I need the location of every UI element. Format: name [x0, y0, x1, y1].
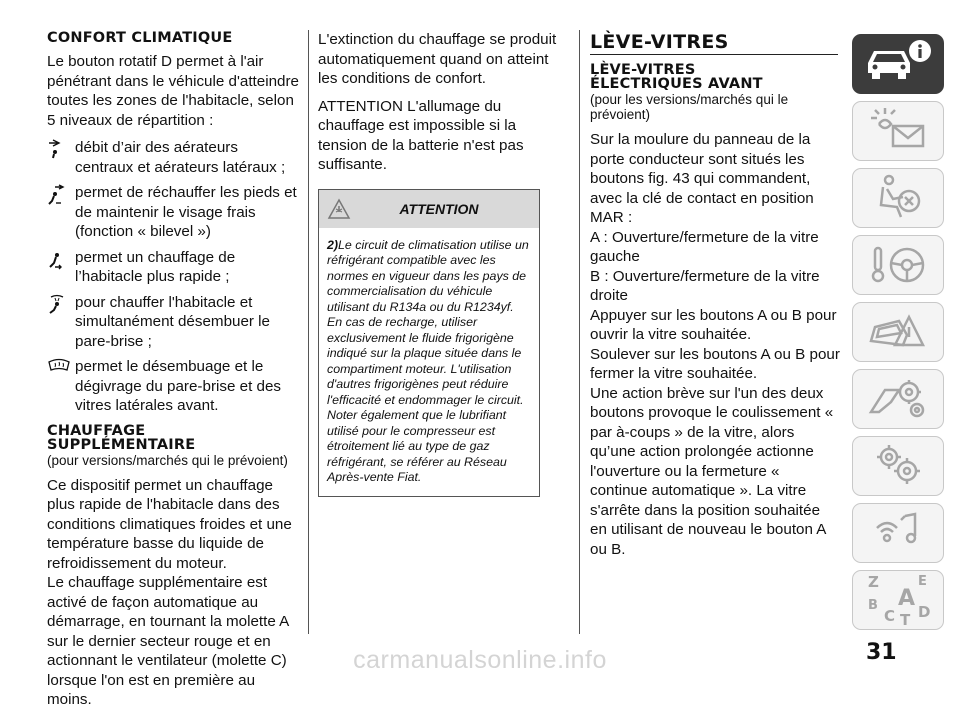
paragraph: Ce dispositif permet un chauffage plus rapide de l'habitacle dans des conditions climatiques froides et une température basse du liquide de refroidissement du moteur. — [47, 476, 292, 572]
section-heading-leve-vitres: LÈVE-VITRES — [590, 31, 729, 53]
tab-car-info[interactable] — [852, 34, 944, 94]
index-letter: D — [918, 602, 931, 621]
warning-box — [318, 189, 540, 497]
paragraph: Le chauffage supplémentaire est activé de façon automatique au démarrage, en tournant la molette A sur le dernier secteur rouge et en actionnant le ventilateur (molette C) lorsque l'on est en première au moins. — [47, 574, 289, 708]
availability-note: (pour les versions/marchés qui le prévoient) — [590, 92, 789, 122]
paragraph: Sur la moulure du panneau de la porte conducteur sont situés les boutons fig. 43 qui commandent, avec la clé de contact en position MAR : — [590, 131, 814, 226]
section-heading-chauffage: CHAUFFAGE SUPPLÉMENTAIRE — [47, 422, 196, 453]
list-item-text: permet de réchauffer les pieds et de maintenir le visage frais (fonction « bilevel ») — [75, 184, 297, 240]
index-letter: A — [898, 585, 916, 611]
column-divider — [579, 30, 580, 634]
maintenance-gears-icon — [863, 372, 933, 427]
tab-alphabetical-index[interactable] — [852, 570, 944, 630]
paragraph: Une action brève sur l'un des deux boutons provoque le coulissement « par à-coups » de la vitre, alors qu’une action prolongée actionne l'ouverture ou la fermeture « continue automatique ». La vitre s'arrête dans la position souhaitée en utilisant de nouveau le bouton A ou B. — [590, 384, 834, 558]
warning-header — [319, 190, 539, 228]
tab-accident[interactable] — [852, 302, 944, 362]
chapter-tabs — [852, 34, 944, 637]
list-item — [47, 293, 299, 352]
paragraph: Soulever sur les boutons A ou B pour fermer la vitre souhaitée. — [590, 345, 840, 382]
airflow-face-feet-icon — [47, 183, 75, 242]
alphabetical-index-icon — [860, 571, 936, 630]
airbag-seat-icon — [863, 171, 933, 226]
availability-note: (pour versions/marchés qui le prévoient) — [47, 452, 288, 468]
right-column — [590, 32, 840, 559]
left-column — [47, 30, 299, 710]
index-letter: T — [900, 610, 911, 625]
intro-paragraph: Le bouton rotatif D permet à l'air pénétrant dans le véhicule d'atteindre toutes les zones de l'habitacle, selon 5 niveaux de répartition : — [47, 53, 299, 129]
paragraph: ATTENTION L'allumage du chauffage est impossible si la tension de la batterie n'est pas suffisante. — [318, 97, 524, 173]
tab-warning-lights[interactable] — [852, 101, 944, 161]
list-item — [47, 248, 299, 287]
airflow-feet-icon — [47, 248, 75, 287]
tab-multimedia[interactable] — [852, 503, 944, 563]
subsection-heading: LÈVE-VITRES ÉLECTRIQUES AVANT — [590, 62, 763, 92]
warning-text: 2)Le circuit de climatisation utilise un réfrigérant compatible avec les normes en vigueur dans les pays de commercialisation du véhicule utilisant du R134a ou du R1234yf. En cas de recharge, utiliser exclusivement le fluide frigorigène indiqué sur la plaque située dans le compartiment moteur. L'utilisation d'autres frigorigènes peut réduire l'efficacité et endommager le circuit. Noter également que le lubrifiant utilisé pour le compresseur est étroitement lié au type de gaz réfrigérant, se référer au Réseau Après-vente Fiat. — [327, 237, 529, 484]
heading-rule — [590, 54, 838, 55]
watermark: carmanualsonline.info — [353, 646, 607, 674]
accident-car-icon — [863, 305, 933, 360]
airflow-face-icon — [47, 138, 75, 177]
page-number: 31 — [866, 640, 897, 665]
tab-maintenance[interactable] — [852, 369, 944, 429]
list-item — [47, 138, 299, 177]
warning-title: ATTENTION — [399, 200, 479, 217]
key-steering-wheel-icon — [863, 238, 933, 293]
section-heading-confort: CONFORT CLIMATIQUE — [47, 30, 233, 46]
index-letter: Z — [868, 572, 879, 591]
list-item-text: permet le désembuage et le dégivrage du pare-brise et des vitres latérales avant. — [75, 358, 282, 414]
index-letter: C — [884, 606, 896, 625]
tab-technical-data[interactable] — [852, 436, 944, 496]
index-letter: B — [868, 597, 878, 613]
paragraph: A : Ouverture/fermeture de la vitre gauche — [590, 228, 819, 265]
column-divider — [308, 30, 309, 634]
tab-key-steering[interactable] — [852, 235, 944, 295]
list-item-text: permet un chauffage de l’habitacle plus rapide ; — [75, 248, 236, 285]
airflow-feet-windshield-icon — [47, 293, 75, 352]
multimedia-icon — [863, 506, 933, 561]
paragraph: Appuyer sur les boutons A ou B pour ouvrir la vitre souhaitée. — [590, 306, 837, 343]
defrost-windshield-icon — [47, 357, 75, 416]
middle-column — [318, 30, 558, 497]
list-item-text: pour chauffer l'habitacle et simultanément désembuer le pare-brise ; — [75, 293, 271, 350]
paragraph: B : Ouverture/fermeture de la vitre droite — [590, 267, 820, 304]
index-letter: E — [918, 573, 927, 589]
list-item-text: débit d’air des aérateurs centraux et aérateurs latéraux ; — [75, 139, 286, 176]
warning-lights-icon — [863, 104, 933, 159]
paragraph: L'extinction du chauffage se produit automatiquement quand on atteint les conditions de confort. — [318, 31, 557, 87]
tab-airbag-seat[interactable] — [852, 168, 944, 228]
list-item — [47, 357, 299, 416]
warning-triangle-icon — [327, 198, 351, 225]
technical-data-icon — [863, 439, 933, 494]
list-item — [47, 183, 299, 242]
car-info-icon — [860, 37, 936, 92]
